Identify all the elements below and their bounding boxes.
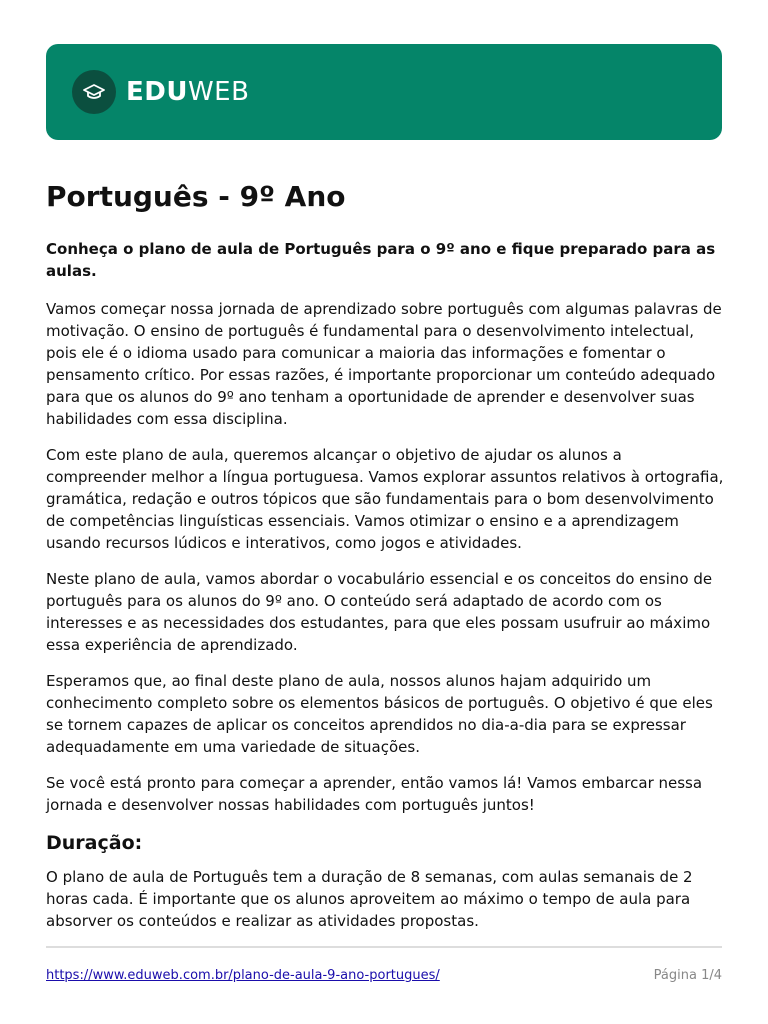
graduation-cap-icon bbox=[72, 70, 116, 114]
brand-logo-bold: EDU bbox=[126, 77, 188, 107]
body-paragraph-3: Neste plano de aula, vamos abordar o vocabulário essencial e os conceitos do ensino de português para os alunos do 9º ano. O conteúdo será adaptado de acordo com os interesses e as necessidades dos estudantes, para que eles possam usufruir ao máximo essa experiência de aprendizado. bbox=[46, 570, 713, 654]
body-paragraph-2: Com este plano de aula, queremos alcançar o objetivo de ajudar os alunos a compreender melhor a língua portuguesa. Vamos explorar assuntos relativos à ortografia, gramática, redação e outros tópicos que são fundamentais para o bom desenvolvimento de competências linguísticas essenciais. Vamos otimizar o ensino e a aprendizagem usando recursos lúdicos e interativos, como jogos e atividades. bbox=[46, 446, 724, 552]
lead-paragraph: Conheça o plano de aula de Português para o 9º ano e fique preparado para as aulas. bbox=[46, 240, 716, 280]
footer-divider bbox=[46, 946, 722, 948]
footer-url-link[interactable]: https://www.eduweb.com.br/plano-de-aula-9-ano-portugues/ bbox=[46, 968, 440, 983]
section-heading-duration: Duração: bbox=[46, 832, 143, 854]
body-paragraph-5: Se você está pronto para começar a aprender, então vamos lá! Vamos embarcar nessa jornada e desenvolver nossas habilidades com português juntos! bbox=[46, 774, 703, 814]
brand-logo-light: WEB bbox=[187, 77, 250, 107]
header-banner bbox=[46, 44, 722, 140]
page-title: Português - 9º Ano bbox=[46, 180, 346, 213]
brand-logo[interactable] bbox=[126, 79, 249, 105]
body-paragraph-1: Vamos começar nossa jornada de aprendizado sobre português com algumas palavras de motivação. O ensino de português é fundamental para o desenvolvimento intelectual, pois ele é o idioma usado para comunicar a maioria das informações e fomentar o pensamento crítico. Por essas razões, é importante proporcionar um conteúdo adequado para que os alunos do 9º ano tenham a oportunidade de aprender e desenvolver suas habilidades com essa disciplina. bbox=[46, 300, 722, 428]
body-paragraph-4: Esperamos que, ao final deste plano de aula, nossos alunos hajam adquirido um conhecimento completo sobre os elementos básicos de português. O objetivo é que eles se tornem capazes de aplicar os conceitos aprendidos no dia-a-dia para se expressar adequadamente em uma variedade de situações. bbox=[46, 672, 713, 756]
article-content bbox=[46, 178, 726, 946]
page-number: Página 1/4 bbox=[653, 968, 722, 983]
duration-paragraph: O plano de aula de Português tem a duração de 8 semanas, com aulas semanais de 2 horas cada. É importante que os alunos aproveitem ao máximo o tempo de aula para absorver os conteúdos e realizar as atividades propostas. bbox=[46, 868, 693, 930]
